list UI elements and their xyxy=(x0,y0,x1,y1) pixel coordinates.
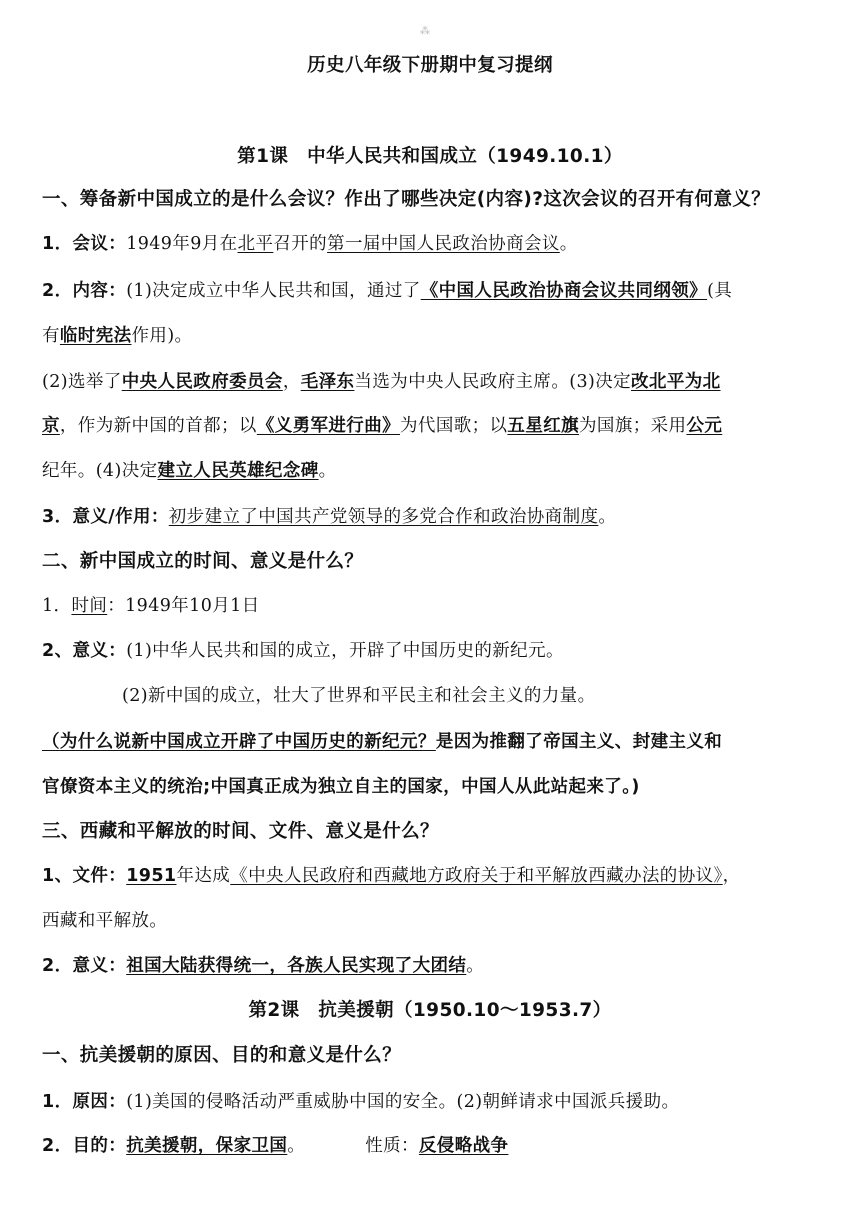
paragraph-content-line1 xyxy=(42,279,820,303)
text: (2)选举了 xyxy=(42,372,122,392)
underlined-text: 五星红旗 xyxy=(507,416,580,436)
paragraph-content-line2 xyxy=(42,324,820,348)
question-1: 一、筹备新中国成立的是什么会议？作出了哪些决定(内容)?这次会议的召开有何意义？ xyxy=(42,189,771,210)
label: 1、文件： xyxy=(42,866,127,886)
question-3: 三、西藏和平解放的时间、文件、意义是什么？ xyxy=(42,821,439,842)
text: 1949年9月在 xyxy=(126,234,238,254)
label: 性质： xyxy=(365,1136,419,1156)
text: (1)美国的侵略活动严重威胁中国的安全。(2)朝鲜请求中国派兵援助。 xyxy=(126,1092,680,1112)
paragraph-cause xyxy=(42,1090,820,1114)
paragraph-time xyxy=(42,594,820,618)
text: 当选为中央人民政府主席。(3)决定 xyxy=(354,372,632,392)
paragraph-decisions-line2 xyxy=(42,414,820,438)
text: ， xyxy=(282,372,301,392)
paragraph-document-line1 xyxy=(42,864,820,888)
watermark-icon: ⁂ xyxy=(420,26,430,37)
text: 。 xyxy=(466,956,485,976)
underlined-text: 《中国人民政治协商会议共同纲领》 xyxy=(420,281,708,301)
paragraph-tibet-significance xyxy=(42,954,820,978)
label: 2．内容： xyxy=(42,281,127,301)
lesson2-heading: 第2课 抗美援朝（1950.10～1953.7） xyxy=(248,1000,612,1021)
text: 年达成 xyxy=(176,866,231,886)
underlined-text: 公元 xyxy=(686,416,723,436)
underlined-text: 临时宪法 xyxy=(59,326,132,346)
underlined-text: 第一届中国人民政治协商会议 xyxy=(327,234,560,254)
underlined-text: 《中央人民政府和西藏地方政府关于和平解放西藏办法的协议》 xyxy=(230,866,723,886)
underlined-text: 毛泽东 xyxy=(300,372,355,392)
page-title: 历史八年级下册期中复习提纲 xyxy=(307,55,553,76)
note-line2: 官僚资本主义的统治;中国真正成为独立自主的国家，中国人从此站起来了。) xyxy=(42,777,640,797)
text: (1)决定成立中华人民共和国，通过了 xyxy=(126,281,421,301)
text: ，作为新中国的首都；以 xyxy=(59,416,257,436)
text: 为国旗；采用 xyxy=(579,416,687,436)
lesson1-heading: 第1课 中华人民共和国成立（1949.10.1） xyxy=(237,146,623,167)
text: 。 xyxy=(598,507,617,527)
paragraph-decisions-line1 xyxy=(42,370,820,394)
paragraph-significance xyxy=(42,505,820,529)
underlined-text: 1951 xyxy=(126,866,177,886)
underlined-text: 京 xyxy=(42,416,60,436)
underlined-text: 中央人民政府委员会 xyxy=(121,372,283,392)
text: 。 xyxy=(559,234,578,254)
underlined-text: 反侵略战争 xyxy=(418,1136,509,1156)
text: 召开的 xyxy=(273,234,328,254)
underlined-text: 时间 xyxy=(71,596,108,616)
label: 2．意义： xyxy=(42,956,127,976)
paragraph-purpose xyxy=(42,1134,820,1158)
underlined-text: （为什么说新中国成立开辟了中国历史的新纪元？ xyxy=(42,732,436,752)
text: ：1949年10月1日 xyxy=(107,596,260,616)
underlined-text: 抗美援朝，保家卫国 xyxy=(126,1136,288,1156)
label: 3．意义/作用： xyxy=(42,507,169,527)
paragraph-meaning-2: (2)新中国的成立，壮大了世界和平民主和社会主义的力量。 xyxy=(122,686,596,706)
paragraph-decisions-line3 xyxy=(42,459,820,483)
question-2: 二、新中国成立的时间、意义是什么？ xyxy=(42,551,364,572)
text: 为代国歌；以 xyxy=(400,416,508,436)
underlined-text: 改北平为北 xyxy=(631,372,721,392)
label: 2、意义： xyxy=(42,641,127,661)
label: 1．会议： xyxy=(42,234,127,254)
text: 1． xyxy=(42,596,72,616)
underlined-text: 北平 xyxy=(237,234,274,254)
underlined-text: 初步建立了中国共产党领导的多党合作和政治协商制度 xyxy=(168,507,599,527)
text: 。 xyxy=(318,461,337,481)
label: 2．目的： xyxy=(42,1136,127,1156)
text: (1)中华人民共和国的成立，开辟了中国历史的新纪元。 xyxy=(126,641,564,661)
text: 是因为推翻了帝国主义、封建主义和 xyxy=(435,732,723,752)
text: (具 xyxy=(707,281,733,301)
underlined-text: 建立人民英雄纪念碑 xyxy=(157,461,319,481)
paragraph-meeting xyxy=(42,232,820,256)
label: 1．原因： xyxy=(42,1092,127,1112)
text: 作用)。 xyxy=(131,326,193,346)
paragraph-meaning-1 xyxy=(42,639,820,663)
text: 。 xyxy=(287,1136,306,1156)
paragraph-document-line2: 西藏和平解放。 xyxy=(42,911,168,931)
text: 纪年。(4)决定 xyxy=(42,461,158,481)
note-line1 xyxy=(42,730,820,754)
question-4: 一、抗美援朝的原因、目的和意义是什么？ xyxy=(42,1045,402,1066)
underlined-text: 《义勇军进行曲》 xyxy=(256,416,401,436)
text: ， xyxy=(722,866,741,886)
text: 有 xyxy=(42,326,60,346)
underlined-text: 祖国大陆获得统一，各族人民实现了大团结 xyxy=(126,956,467,976)
